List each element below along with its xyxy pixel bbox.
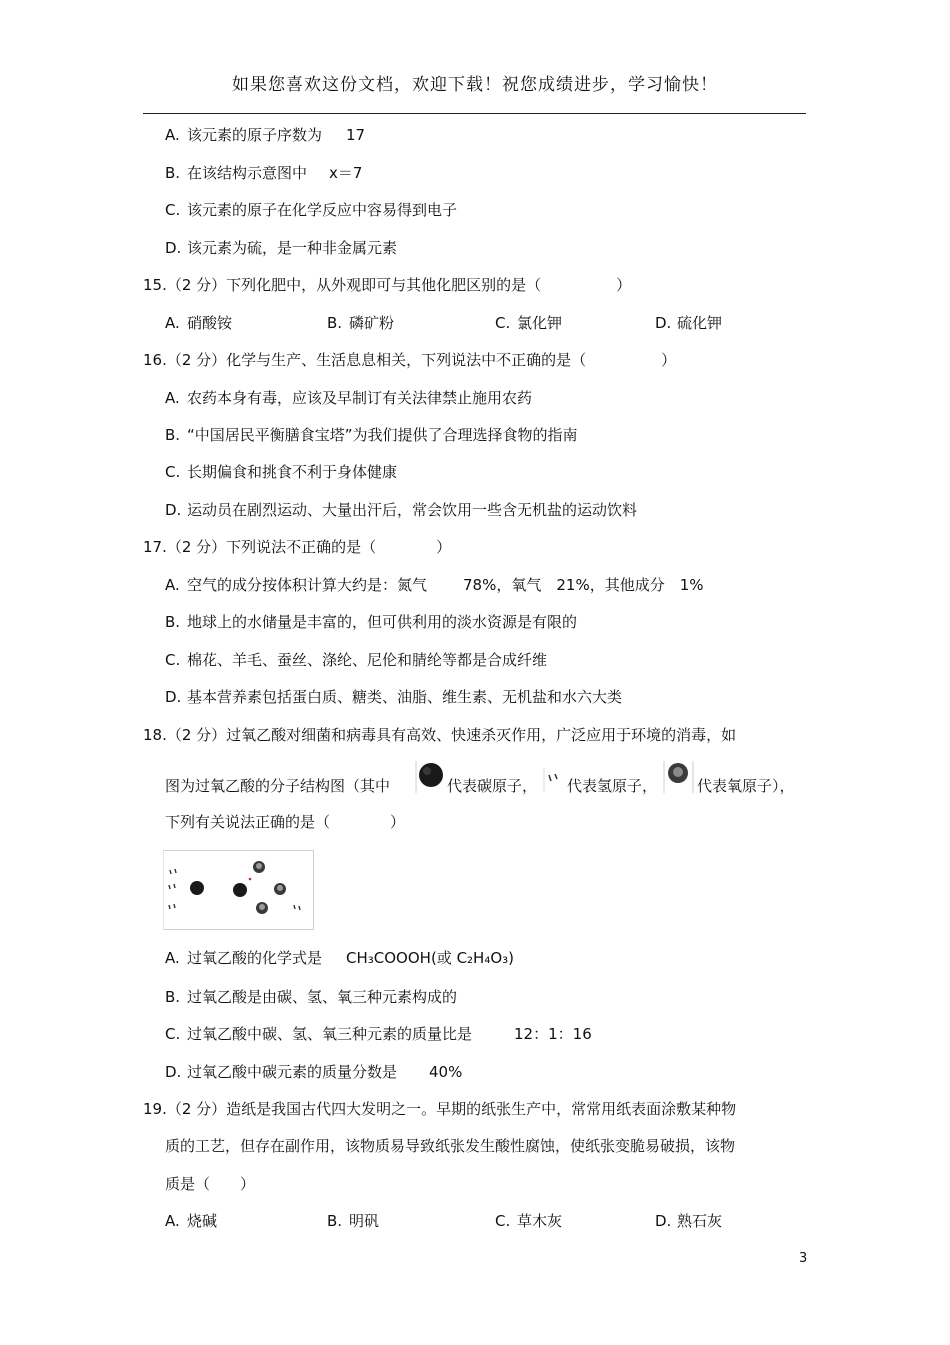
q17-option-c: C. 棉花、羊毛、蚕丝、涤纶、尼伦和腈纶等都是合成纤维: [165, 651, 548, 669]
question-16: 16.（2 分）化学与生产、生活息息相关，下列说法中不正确的是（ ）: [143, 351, 677, 369]
question-19: 19.（2 分）造纸是我国古代四大发明之一。早期的纸张生产中，常常用纸表面涂敷某种物: [143, 1100, 737, 1118]
q19-option-d: D. 熟石灰: [655, 1212, 723, 1230]
q17-option-b: B. 地球上的水储量是丰富的，但可供利用的淡水资源是有限的: [165, 613, 578, 631]
q15-option-b: B. 磷矿粉: [327, 314, 395, 332]
page-number: 3: [799, 1251, 808, 1266]
q14-option-d: D. 该元素为硫，是一种非金属元素: [165, 239, 398, 257]
q15-option-a: A. 硝酸铵: [165, 314, 233, 332]
q16-option-b: B. “中国居民平衡膳食宝塔”为我们提供了合理选择食物的指南: [165, 426, 578, 444]
q16-option-a: A. 农药本身有毒，应该及早制订有关法律禁止施用农药: [165, 389, 533, 407]
carbon-atom-icon: [415, 761, 445, 793]
q16-option-d: D. 运动员在剧烈运动、大量出汗后，常会饮用一些含无机盐的运动饮料: [165, 501, 638, 519]
q19-option-c: C. 草木灰: [495, 1212, 563, 1230]
q18-line2-part1: 图为过氧乙酸的分子结构图（其中: [165, 777, 391, 795]
header-divider: [143, 113, 806, 114]
q18-line2-part4: 代表氧原子），: [697, 777, 795, 795]
carbon-atom-2: [233, 883, 247, 897]
q18-option-b: B. 过氧乙酸是由碳、氢、氧三种元素构成的: [165, 988, 458, 1006]
document-header: 如果您喜欢这份文档，欢迎下载！祝您成绩进步，学习愉快！: [232, 75, 718, 95]
hydrogen-atom-icon: [543, 768, 565, 792]
q18-line2-part3: 代表氢原子，: [567, 777, 658, 795]
q16-option-c: C. 长期偏食和挑食不利于身体健康: [165, 463, 398, 481]
q15-option-d: D. 硫化钾: [655, 314, 723, 332]
q19-option-b: B. 明矾: [327, 1212, 380, 1230]
q19-line2: 质的工艺，但存在副作用，该物质易导致纸张发生酸性腐蚀，使纸张变脆易破损，该物: [165, 1137, 736, 1155]
peracetic-acid-molecule-figure: [163, 850, 314, 930]
bond-mark: [249, 878, 252, 881]
oxygen-atom-icon: [663, 761, 695, 793]
q18-line3: 下列有关说法正确的是（ ）: [165, 813, 406, 831]
q19-line3: 质是（ ）: [165, 1175, 256, 1193]
q15-option-c: C. 氯化钾: [495, 314, 563, 332]
question-17: 17.（2 分）下列说法不正确的是（ ）: [143, 538, 452, 556]
q17-option-d: D. 基本营养素包括蛋白质、糖类、油脂、维生素、无机盐和水六大类: [165, 688, 623, 706]
question-15: 15.（2 分）下列化肥中，从外观即可与其他化肥区别的是（ ）: [143, 276, 632, 294]
q18-option-d: D. 过氧乙酸中碳元素的质量分数是 40%: [165, 1063, 463, 1081]
q14-option-b: B. 在该结构示意图中 x＝7: [165, 164, 363, 182]
q14-option-c: C. 该元素的原子在化学反应中容易得到电子: [165, 201, 458, 219]
carbon-atom-1: [190, 881, 204, 895]
q14-option-a: A. 该元素的原子序数为 17: [165, 126, 366, 144]
q18-option-c: C. 过氧乙酸中碳、氢、氧三种元素的质量比是 12：1：16: [165, 1025, 592, 1043]
question-18: 18.（2 分）过氧乙酸对细菌和病毒具有高效、快速杀灭作用，广泛应用于环境的消毒，如: [143, 726, 737, 744]
q18-line2-part2: 代表碳原子，: [447, 777, 538, 795]
q19-option-a: A. 烧碱: [165, 1212, 218, 1230]
q18-option-a: A. 过氧乙酸的化学式是 CH₃COOOH(或 C₂H₄O₃): [165, 949, 515, 967]
q17-option-a: A. 空气的成分按体积计算大约是：氮气 78%，氧气 21%，其他成分 1%: [165, 576, 704, 594]
oxygen-atoms: [253, 861, 286, 914]
